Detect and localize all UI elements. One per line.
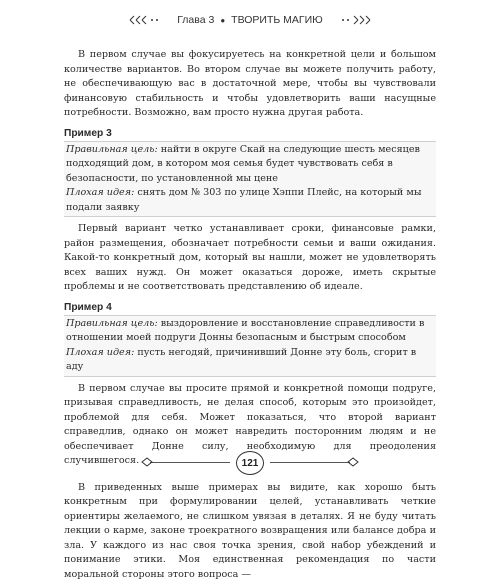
bullet-icon: ● [220,16,225,25]
example-4-title: Пример 4 [64,301,436,315]
paragraph-3: В первом случае вы просите прямой и конкретной помощи подруге, призывая справедливость, не делая способ, которым это произойдет, проблемой для себя. Может показаться, что второй вариант справедлив, однако он может навредить посторонним людям и не обеспечивает Донне силу, необходимую для преодоления случившегося. [64,382,436,469]
example-3-title: Пример 3 [64,127,436,141]
example-3-correct [64,143,436,187]
example-3-block [64,141,436,218]
chapter-label: Глава 3 [177,14,214,26]
page-body [64,48,436,582]
example-3-bad [64,186,436,215]
page-footer [0,451,500,475]
correct-goal-text: выздоровление и восстановление справедливости в отношении моей подруги Донны безопасным и быстрым способом [66,318,424,344]
running-header [0,12,500,28]
paragraph-2: Первый вариант четко устанавливает сроки, финансовые рамки, район размещения, обозначает потребности семьи и ваши ожидания. Какой-то конкретный дом, который вы нашли, может не удовлетворять всех ваших нужд. Он может оказаться дороже, иметь скрытые проблемы и не соответствовать представлению об идеале. [64,222,436,295]
ornament-right-icon [338,12,372,28]
bad-idea-text: снять дом № 303 по улице Хэппи Плейс, на который мы подали заявку [66,187,421,213]
correct-goal-text: найти в округе Скай на следующие шесть месяцев подходящий дом, в котором моя семья будет чувствовать себя в безопасности, по установленной мы цене [66,144,420,184]
page-number: 121 [236,451,264,475]
example-4-correct [64,317,436,346]
footer-ornament-right-icon [346,455,360,469]
footer-ornament-left-icon [140,455,154,469]
chapter-title: ТВОРИТЬ МАГИЮ [231,14,323,26]
bad-idea-label: Плохая идея: [66,347,134,358]
paragraph-4: В приведенных выше примерах вы видите, как хорошо быть конкретным при формулировании целей, устанавливать четкие ориентиры желаемого, не слишком увязая в деталях. Я не буду читать лекции о карме, законе троекратного возвращения или балансе добра и зла. У каждого из нас своя точка зрения, свой набор убеждений и понимание этики. Моя единственная рекомендация по части моральной стороны этого вопроса — [64,481,436,582]
ornament-left-icon [128,12,162,28]
bad-idea-label: Плохая идея: [66,187,134,198]
bad-idea-text: пусть негодяй, причинивший Донне эту боль, сгорит в аду [66,347,416,373]
example-4-bad [64,346,436,375]
correct-goal-label: Правильная цель: [66,144,158,155]
intro-paragraph: В первом случае вы фокусируетесь на конкретной цели и большом количестве вариантов. Во втором случае вы можете получить работу, не обеспечивающую вас в достаточной мере, чтобы вы чувствовали финансовую стабильность и чтобы удовлетворить ваши насущные потребности. Возможно, вам просто нужна другая работа. [64,48,436,121]
footer-rule-right [270,462,350,463]
correct-goal-label: Правильная цель: [66,318,158,329]
footer-rule-left [150,462,230,463]
example-4-block [64,315,436,377]
